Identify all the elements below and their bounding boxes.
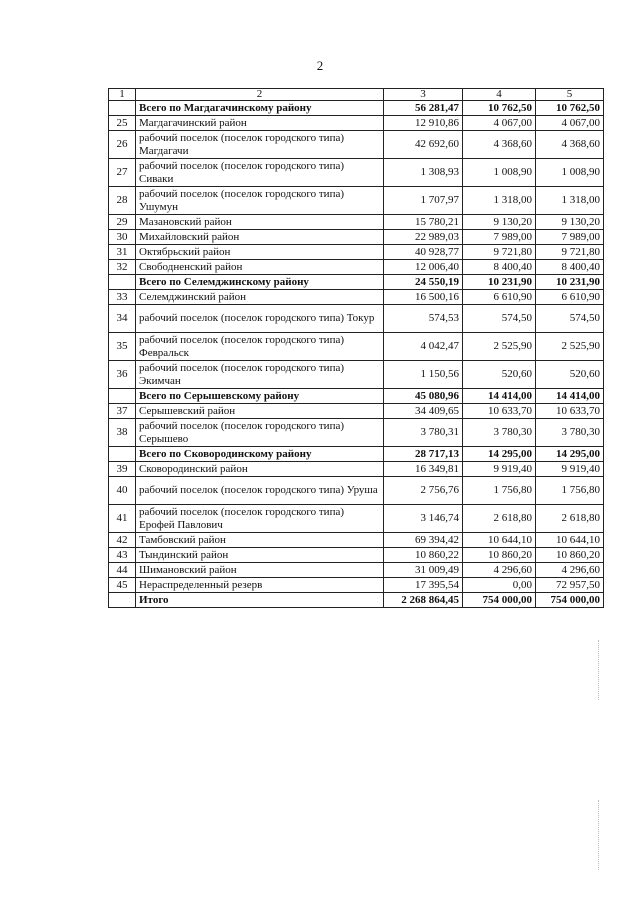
row-number-cell: 37 — [109, 404, 136, 419]
row-number-cell: 44 — [109, 563, 136, 578]
column-4-value-cell: 520,60 — [463, 361, 536, 389]
district-name-cell: Всего по Селемджинскому району — [136, 275, 384, 290]
table-row — [109, 230, 604, 245]
column-3-value-cell: 56 281,47 — [384, 101, 463, 116]
column-5-value-cell: 4 296,60 — [536, 563, 604, 578]
column-5-value-cell: 10 644,10 — [536, 533, 604, 548]
row-number-cell: 32 — [109, 260, 136, 275]
column-3-value-cell: 12 006,40 — [384, 260, 463, 275]
column-number: 1 — [109, 89, 136, 101]
column-5-value-cell: 574,50 — [536, 305, 604, 333]
district-name-cell: Нераспределенный резерв — [136, 578, 384, 593]
scan-edge-mark — [598, 800, 601, 870]
district-name-cell: рабочий поселок (поселок городского типа) Токур — [136, 305, 384, 333]
column-3-value-cell: 10 860,22 — [384, 548, 463, 563]
district-name-cell: Октябрьский район — [136, 245, 384, 260]
row-number-cell: 33 — [109, 290, 136, 305]
table-row — [109, 477, 604, 505]
column-3-value-cell: 2 756,76 — [384, 477, 463, 505]
row-number-cell: 45 — [109, 578, 136, 593]
column-4-value-cell: 4 067,00 — [463, 116, 536, 131]
row-number-cell: 35 — [109, 333, 136, 361]
column-4-value-cell: 14 414,00 — [463, 389, 536, 404]
table-row — [109, 533, 604, 548]
column-5-value-cell: 8 400,40 — [536, 260, 604, 275]
row-number-cell — [109, 389, 136, 404]
row-number-cell: 30 — [109, 230, 136, 245]
district-name-cell: Мазановский район — [136, 215, 384, 230]
column-4-value-cell: 3 780,30 — [463, 419, 536, 447]
column-5-value-cell: 72 957,50 — [536, 578, 604, 593]
table-row — [109, 260, 604, 275]
table-row — [109, 187, 604, 215]
district-name-cell: рабочий поселок (поселок городского типа) Серышево — [136, 419, 384, 447]
column-4-value-cell: 10 860,20 — [463, 548, 536, 563]
row-number-cell: 36 — [109, 361, 136, 389]
column-4-value-cell: 2 525,90 — [463, 333, 536, 361]
table-row — [109, 548, 604, 563]
column-3-value-cell: 40 928,77 — [384, 245, 463, 260]
district-name-cell: Михайловский район — [136, 230, 384, 245]
column-3-value-cell: 17 395,54 — [384, 578, 463, 593]
column-number: 4 — [463, 89, 536, 101]
column-4-value-cell: 4 368,60 — [463, 131, 536, 159]
column-3-value-cell: 16 500,16 — [384, 290, 463, 305]
column-5-value-cell: 2 525,90 — [536, 333, 604, 361]
district-name-cell: рабочий поселок (поселок городского типа) Сиваки — [136, 159, 384, 187]
district-name-cell: рабочий поселок (поселок городского типа) Экимчан — [136, 361, 384, 389]
column-3-value-cell: 12 910,86 — [384, 116, 463, 131]
column-4-value-cell: 8 400,40 — [463, 260, 536, 275]
column-5-value-cell: 4 067,00 — [536, 116, 604, 131]
table-row — [109, 159, 604, 187]
column-5-value-cell: 9 919,40 — [536, 462, 604, 477]
column-4-value-cell: 10 762,50 — [463, 101, 536, 116]
column-5-value-cell: 10 860,20 — [536, 548, 604, 563]
column-3-value-cell: 4 042,47 — [384, 333, 463, 361]
table-row — [109, 578, 604, 593]
table-row — [109, 131, 604, 159]
column-3-value-cell: 45 080,96 — [384, 389, 463, 404]
column-4-value-cell: 1 756,80 — [463, 477, 536, 505]
row-number-cell: 38 — [109, 419, 136, 447]
column-4-value-cell: 4 296,60 — [463, 563, 536, 578]
row-number-cell: 43 — [109, 548, 136, 563]
row-number-cell — [109, 101, 136, 116]
column-4-value-cell: 10 644,10 — [463, 533, 536, 548]
column-3-value-cell: 3 146,74 — [384, 505, 463, 533]
row-number-cell: 42 — [109, 533, 136, 548]
table-row — [109, 333, 604, 361]
column-3-value-cell: 574,53 — [384, 305, 463, 333]
column-5-value-cell: 6 610,90 — [536, 290, 604, 305]
district-name-cell: Свободненский район — [136, 260, 384, 275]
column-4-value-cell: 1 008,90 — [463, 159, 536, 187]
district-name-cell: Всего по Сковородинскому району — [136, 447, 384, 462]
row-number-cell: 40 — [109, 477, 136, 505]
district-name-cell: рабочий поселок (поселок городского типа) Магдагачи — [136, 131, 384, 159]
table-row — [109, 215, 604, 230]
column-5-value-cell: 10 231,90 — [536, 275, 604, 290]
column-5-value-cell: 14 414,00 — [536, 389, 604, 404]
table-row — [109, 245, 604, 260]
column-4-value-cell: 14 295,00 — [463, 447, 536, 462]
column-4-value-cell: 0,00 — [463, 578, 536, 593]
column-5-value-cell: 14 295,00 — [536, 447, 604, 462]
row-number-cell: 28 — [109, 187, 136, 215]
row-number-cell: 39 — [109, 462, 136, 477]
column-4-value-cell: 2 618,80 — [463, 505, 536, 533]
district-name-cell: Всего по Серышевскому району — [136, 389, 384, 404]
column-4-value-cell: 9 919,40 — [463, 462, 536, 477]
column-3-value-cell: 2 268 864,45 — [384, 593, 463, 608]
column-4-value-cell: 574,50 — [463, 305, 536, 333]
table-row — [109, 563, 604, 578]
column-4-value-cell: 754 000,00 — [463, 593, 536, 608]
column-3-value-cell: 1 308,93 — [384, 159, 463, 187]
column-5-value-cell: 9 721,80 — [536, 245, 604, 260]
row-number-cell — [109, 275, 136, 290]
page-number: 2 — [316, 58, 324, 73]
district-name-cell: Тындинский район — [136, 548, 384, 563]
column-5-value-cell: 7 989,00 — [536, 230, 604, 245]
column-5-value-cell: 520,60 — [536, 361, 604, 389]
table-row — [109, 505, 604, 533]
table-total-row — [109, 593, 604, 608]
district-name-cell: Магдагачинский район — [136, 116, 384, 131]
column-5-value-cell: 3 780,30 — [536, 419, 604, 447]
column-number: 5 — [536, 89, 604, 101]
column-4-value-cell: 1 318,00 — [463, 187, 536, 215]
column-4-value-cell: 9 130,20 — [463, 215, 536, 230]
scan-edge-mark — [598, 640, 601, 700]
table-row — [109, 305, 604, 333]
row-number-cell: 29 — [109, 215, 136, 230]
column-3-value-cell: 24 550,19 — [384, 275, 463, 290]
district-name-cell: рабочий поселок (поселок городского типа) Уруша — [136, 477, 384, 505]
district-name-cell: рабочий поселок (поселок городского типа) Ерофей Павлович — [136, 505, 384, 533]
column-3-value-cell: 42 692,60 — [384, 131, 463, 159]
row-number-cell: 34 — [109, 305, 136, 333]
column-3-value-cell: 16 349,81 — [384, 462, 463, 477]
column-3-value-cell: 15 780,21 — [384, 215, 463, 230]
row-number-cell: 41 — [109, 505, 136, 533]
column-4-value-cell: 9 721,80 — [463, 245, 536, 260]
district-name-cell: Шимановский район — [136, 563, 384, 578]
row-number-cell: 31 — [109, 245, 136, 260]
column-4-value-cell: 6 610,90 — [463, 290, 536, 305]
table-total-row — [109, 101, 604, 116]
district-name-cell: Серышевский район — [136, 404, 384, 419]
column-5-value-cell: 4 368,60 — [536, 131, 604, 159]
column-4-value-cell: 7 989,00 — [463, 230, 536, 245]
column-5-value-cell: 9 130,20 — [536, 215, 604, 230]
column-number: 3 — [384, 89, 463, 101]
row-number-cell: 27 — [109, 159, 136, 187]
column-3-value-cell: 22 989,03 — [384, 230, 463, 245]
table-row — [109, 404, 604, 419]
column-3-value-cell: 3 780,31 — [384, 419, 463, 447]
district-name-cell: Сковородинский район — [136, 462, 384, 477]
table-total-row — [109, 275, 604, 290]
column-5-value-cell: 2 618,80 — [536, 505, 604, 533]
column-3-value-cell: 1 150,56 — [384, 361, 463, 389]
district-name-cell: Всего по Магдагачинскому району — [136, 101, 384, 116]
table-total-row — [109, 389, 604, 404]
district-name-cell: рабочий поселок (поселок городского типа) Февральск — [136, 333, 384, 361]
column-5-value-cell: 754 000,00 — [536, 593, 604, 608]
budget-table — [108, 88, 604, 608]
column-4-value-cell: 10 231,90 — [463, 275, 536, 290]
column-number-row — [109, 89, 604, 101]
column-3-value-cell: 31 009,49 — [384, 563, 463, 578]
column-5-value-cell: 1 756,80 — [536, 477, 604, 505]
column-3-value-cell: 1 707,97 — [384, 187, 463, 215]
column-4-value-cell: 10 633,70 — [463, 404, 536, 419]
district-name-cell: Селемджинский район — [136, 290, 384, 305]
table-row — [109, 462, 604, 477]
column-5-value-cell: 1 318,00 — [536, 187, 604, 215]
district-name-cell: Итого — [136, 593, 384, 608]
district-name-cell: Тамбовский район — [136, 533, 384, 548]
table-row — [109, 419, 604, 447]
column-3-value-cell: 69 394,42 — [384, 533, 463, 548]
table-total-row — [109, 447, 604, 462]
table-row — [109, 116, 604, 131]
row-number-cell: 25 — [109, 116, 136, 131]
table-row — [109, 361, 604, 389]
row-number-cell: 26 — [109, 131, 136, 159]
row-number-cell — [109, 593, 136, 608]
row-number-cell — [109, 447, 136, 462]
column-3-value-cell: 28 717,13 — [384, 447, 463, 462]
district-name-cell: рабочий поселок (поселок городского типа) Ушумун — [136, 187, 384, 215]
column-3-value-cell: 34 409,65 — [384, 404, 463, 419]
column-5-value-cell: 1 008,90 — [536, 159, 604, 187]
column-number: 2 — [136, 89, 384, 101]
column-5-value-cell: 10 633,70 — [536, 404, 604, 419]
column-5-value-cell: 10 762,50 — [536, 101, 604, 116]
table-row — [109, 290, 604, 305]
table-body — [109, 101, 604, 608]
